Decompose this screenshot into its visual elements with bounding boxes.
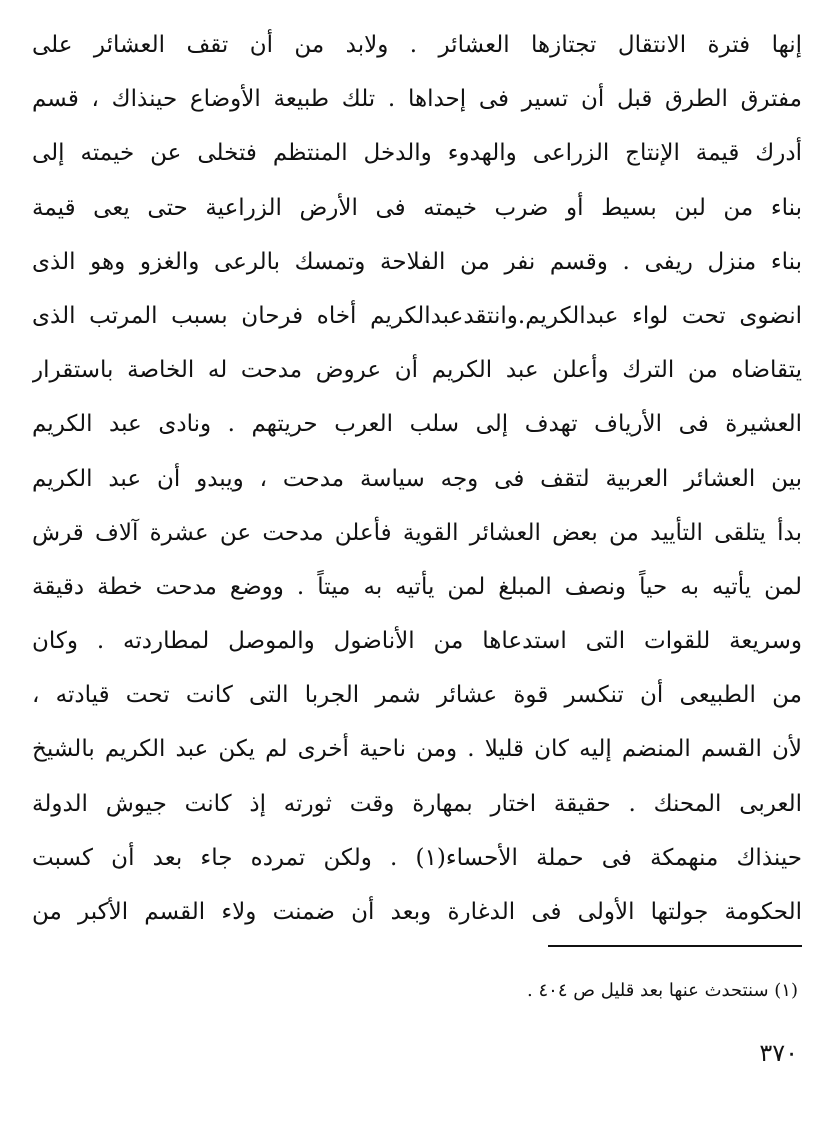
footnote: (١) سنتحدث عنها بعد قليل ص ٤٠٤ .: [527, 980, 798, 1001]
text-line: بدأ يتلقى التأييد من بعض العشائر القوية فأعلن مدحت عن عشرة آلاف قرش: [32, 519, 802, 546]
text-line: بناء من لبن بسيط أو ضرب خيمته فى الأرض الزراعية حتى يعى قيمة: [32, 194, 802, 221]
text-line: بين العشائر العربية لتقف فى وجه سياسة مدحت ، ويبدو أن عبد الكريم: [32, 465, 802, 492]
footnote-separator: [548, 945, 802, 947]
text-line: إنها فترة الانتقال تجتازها العشائر . ولابد من أن تقف العشائر على: [32, 32, 802, 58]
text-line: العربى المحنك . حقيقة اختار بمهارة وقت ثورته إذ كانت جيوش الدولة: [32, 790, 802, 817]
page-number: ٣٧٠: [759, 1039, 798, 1067]
text-line: وسريعة للقوات التى استدعاها من الأناضول والموصل لمطاردته . وكان: [32, 628, 802, 655]
text-line: لأن القسم المنضم إليه كان قليلا . ومن ناحية أخرى لم يكن عبد الكريم بالشيخ: [32, 736, 802, 763]
text-line: مفترق الطرق قبل أن تسير فى إحداها . تلك طبيعة الأوضاع حينذاك ، قسم: [32, 86, 802, 113]
text-line: لمن يأتيه به حياً ونصف المبلغ لمن يأتيه به ميتاً . ووضع مدحت خطة دقيقة: [32, 573, 802, 600]
text-line: الحكومة جولتها الأولى فى الدغارة وبعد أن ضمنت ولاء القسم الأكبر من: [32, 899, 802, 925]
text-line: بناء منزل ريفى . وقسم نفر من الفلاحة وتمسك بالرعى والغزو وهو الذى: [32, 248, 802, 275]
body-text: [32, 18, 802, 939]
text-line: أدرك قيمة الإنتاج الزراعى والهدوء والدخل المنتظم فتخلى عن خيمته إلى: [32, 140, 802, 167]
text-line: انضوى تحت لواء عبدالكريم.وانتقدعبدالكريم أخاه فرحان بسبب المرتب الذى: [32, 302, 802, 329]
text-line: العشيرة فى الأرياف تهدف إلى سلب العرب حريتهم . ونادى عبد الكريم: [32, 411, 802, 438]
text-line: حينذاك منهمكة فى حملة الأحساء(١) . ولكن تمرده جاء بعد أن كسبت: [32, 844, 802, 871]
text-line: يتقاضاه من الترك وأعلن عبد الكريم أن عروض مدحت له الخاصة باستقرار: [32, 357, 802, 384]
text-line: من الطبيعى أن تنكسر قوة عشائر شمر الجربا التى كانت تحت قيادته ،: [32, 682, 802, 709]
